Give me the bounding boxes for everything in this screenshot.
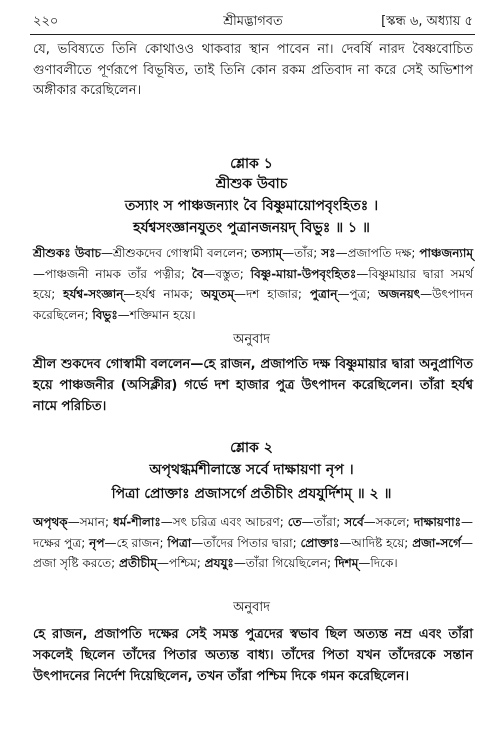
sloka-1-line-2: হর্যশ্বসংজ্ঞানযুতং পুত্রানজনয়দ্ বিভুঃ ॥ ১ ॥ [133, 220, 370, 236]
synonym-meaning: প্রজাপতি দক্ষ; [347, 246, 420, 260]
synonym-word: প্রোক্তাঃ [300, 535, 340, 550]
sloka-1-heading: শ্লোক ১ [230, 156, 273, 172]
synonym-word: দিশম্ [334, 556, 359, 570]
synonym-meaning: আদিষ্ট হয়ে; [351, 535, 413, 550]
synonym-meaning: প্রজা সৃষ্টি করতে; [33, 556, 120, 570]
synonym-meaning: সমান; [79, 515, 113, 529]
synonym-meaning: দক্ষের পুত্র; [33, 535, 90, 550]
sloka-1-line-1: তস্যাং স পাঞ্চজন্যাং বৈ বিষ্ণুমায়োপবৃংহিতঃ । [124, 198, 379, 214]
sloka-1-speaker: শ্রীশুক উবাচ [215, 176, 288, 192]
synonym-word: পাঞ্চজন্যাম্ [419, 246, 473, 260]
synonym-meaning: তাঁরা গিয়েছিলেন; [245, 556, 335, 570]
section-label: [স্কন্ধ ৬, অধ্যায় ৫ [381, 14, 473, 29]
sloka-2-line-1: অপৃথগ্ধর্মশীলাস্তে সর্বে দাক্ষায়ণা নৃপ । [149, 462, 354, 478]
synonym-meaning: হে রাজন; [116, 535, 168, 550]
synonym-meaning: তাঁর; [294, 246, 322, 260]
synonym-word: দাক্ষায়ণাঃ [413, 515, 462, 529]
synonym-word: সর্বে [344, 515, 364, 529]
header-rule [30, 34, 475, 35]
synonym-meaning: পশ্চিম; [169, 556, 205, 570]
synonym-word: তে [287, 515, 302, 529]
synonym-meaning: হর্যশ্ব নামক; [135, 287, 202, 301]
synonym-meaning: শ্রীশুকদেব গোস্বামী বললেন; [112, 246, 252, 260]
synonym-word: ধর্ম-শীলাঃ [113, 515, 161, 529]
synonym-meaning: বিষ্ণুমায়ার দ্বারা সমর্থ হয়ে; [33, 266, 474, 301]
sloka-2-heading: শ্লোক ২ [230, 440, 273, 456]
sloka-1-translation: শ্রীল শুকদেব গোস্বামী বললেন—হে রাজন, প্রজাপতি দক্ষ বিষ্ণুমায়ার দ্বারা অনুপ্রাণিত হয়ে পাঞ্চজনীর (অসিক্লীর) গর্ভে দশ হাজার পুত্র উৎপাদন করেছিলেন। তাঁরা হর্যশ্ব নামে পরিচিত। [33, 357, 473, 414]
synonym-word: শ্রীশুকঃ উবাচ [33, 246, 101, 260]
sloka-2-synonyms: অপৃথক্—সমান; ধর্ম-শীলাঃ—সৎ চরিত্র এবং আচরণ; তে—তাঁরা; সর্বে—সকলে; দাক্ষায়ণাঃ—দক্ষের পুত্র; নৃপ—হে রাজন; পিত্রা—তাঁদের পিতার দ্বারা; প্রোক্তাঃ—আদিষ্ট হয়ে; প্রজা-সর্গে—প্রজা সৃষ্টি করতে; প্রতীচীম্—পশ্চিম; প্রযযুঃ—তাঁরা গিয়েছিলেন; দিশম্—দিকে। [33, 515, 474, 570]
sloka-2-line-2: পিত্রা প্রোক্তাঃ প্রজাসর্গে প্রতীচীং প্রযযুর্দিশম্ ॥ ২ ॥ [111, 486, 392, 502]
page-number: ২২০ [33, 14, 59, 29]
synonym-word: বিভুঃ [92, 307, 118, 322]
synonym-word: নৃপ [89, 535, 105, 550]
synonym-word: প্রতীচীম্ [119, 556, 158, 570]
synonym-word: অযুতম্ [201, 287, 234, 301]
synonym-meaning: পাঞ্চজনী নামক তাঁর পত্নীর; [45, 266, 192, 281]
sloka-1-translation-heading: অনুবাদ [233, 332, 270, 347]
running-header [33, 12, 473, 34]
synonym-word: পিত্রা [167, 535, 192, 550]
synonym-word: প্রযযুঃ [204, 556, 234, 570]
synonym-word: তস্যাম্ [251, 246, 283, 260]
synonym-meaning: তাঁদের পিতার দ্বারা; [203, 535, 301, 550]
sloka-2-translation: হে রাজন, প্রজাপতি দক্ষের সেই সমস্ত পুত্রদের স্বভাব ছিল অত্যন্ত নম্র এবং তাঁরা সকলেই ছিলেন তাঁদের পিতার অত্যন্ত বাধ্য। তাঁদের পিতা যখন তাঁদেরকে সন্তান উৎপাদনের নির্দেশ দিয়েছিলেন, তখন তাঁরা পশ্চিম দিকে গমন করেছিলেন। [33, 627, 473, 684]
synonym-meaning: সকলে; [375, 515, 414, 529]
synonym-word: প্রজা-সর্গে [412, 535, 461, 550]
book-title: শ্রীমদ্ভাগবত [223, 14, 283, 29]
synonym-meaning: তাঁরা; [313, 515, 345, 529]
synonym-word: অপৃথক্ [33, 515, 68, 529]
synonym-meaning: পুত্র; [349, 287, 379, 301]
synonym-meaning: দশ হাজার; [246, 287, 310, 301]
synonym-word: সঃ [321, 246, 336, 260]
synonym-meaning: দিকে। [370, 556, 398, 570]
synonym-meaning: শক্তিমান হয়ে। [129, 307, 196, 322]
synonym-word: বিষ্ণু-মায়া-উপবৃংহিতঃ [250, 266, 357, 281]
synonym-word: হর্যশ্ব-সংজ্ঞান্ [63, 287, 124, 301]
sloka-1-synonyms: শ্রীশুকঃ উবাচ—শ্রীশুকদেব গোস্বামী বললেন; তস্যাম্—তাঁর; সঃ—প্রজাপতি দক্ষ; পাঞ্চজন্যাম্—পাঞ্চজনী নামক তাঁর পত্নীর; বৈ—বস্তুত; বিষ্ণু-মায়া-উপবৃংহিতঃ—বিষ্ণুমায়ার দ্বারা সমর্থ হয়ে; হর্যশ্ব-সংজ্ঞান্—হর্যশ্ব নামক; অযুতম্—দশ হাজার; পুত্রান্—পুত্র; অজনয়ৎ—উৎপাদন করেছিলেন; বিভুঃ—শক্তিমান হয়ে। [33, 246, 474, 322]
synonym-word: পুত্রান্ [309, 287, 338, 301]
synonym-meaning: বস্তুত; [215, 266, 251, 281]
synonym-word: বৈ [191, 266, 204, 281]
sloka-2-translation-heading: অনুবাদ [233, 600, 270, 615]
synonym-meaning: উৎপাদন করেছিলেন; [33, 287, 473, 322]
synonym-word: অজনয়ৎ [378, 287, 421, 301]
synonym-meaning: সৎ চরিত্র এবং আচরণ; [172, 515, 288, 529]
intro-paragraph: যে, ভবিষ্যতে তিনি কোথাওও থাকবার স্থান পাবেন না। দেবর্ষি নারদ বৈষ্ণবোচিত গুণাবলীতে পূর্ণরূপে বিভূষিত, তাই তিনি কোন রকম প্রতিবাদ না করে সেই অভিশাপ অঙ্গীকার করেছিলেন। [33, 42, 473, 98]
